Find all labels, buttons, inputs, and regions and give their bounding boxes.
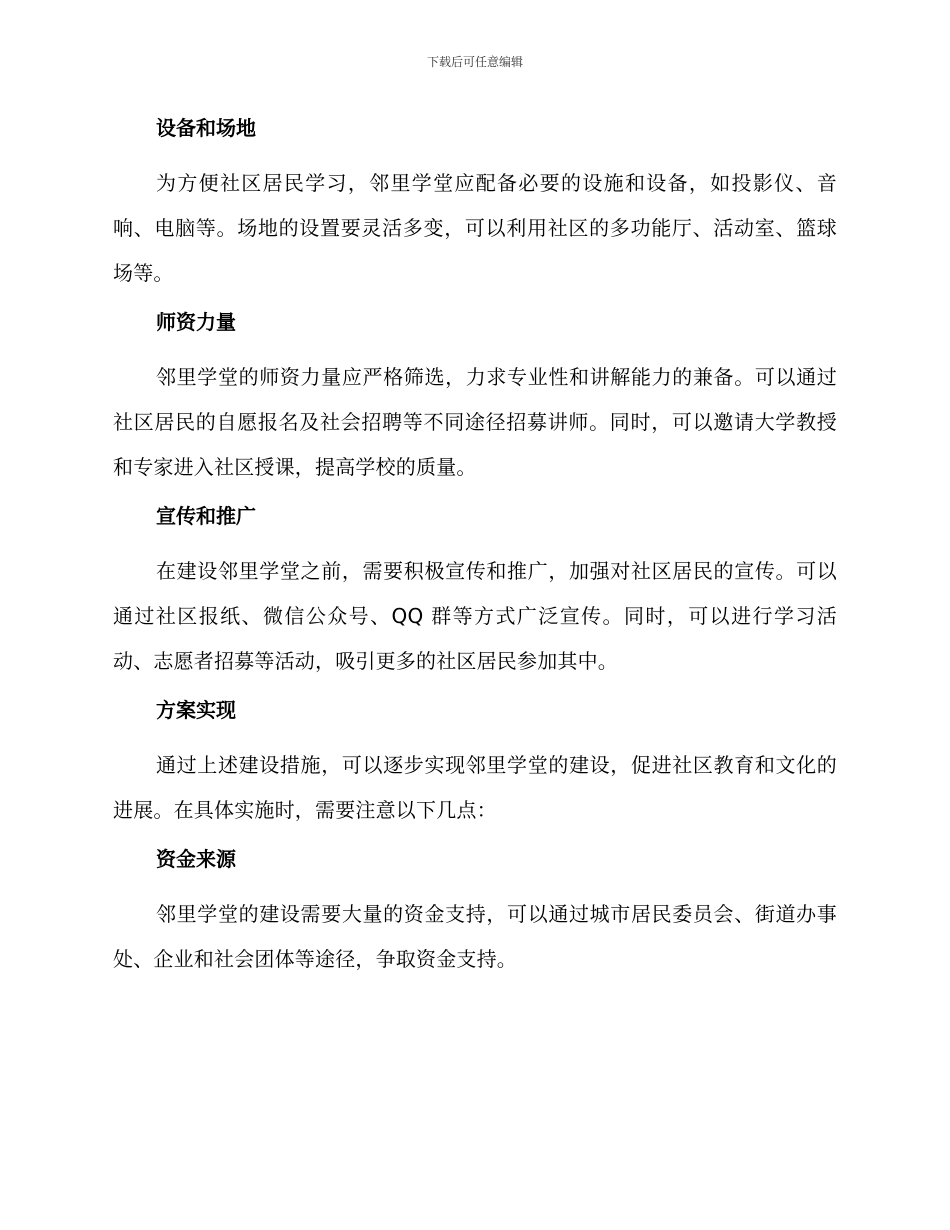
section-equipment-venue [113, 110, 837, 304]
section-funding-source [113, 841, 837, 982]
section-title: 设备和场地 [156, 116, 256, 140]
section-title: 师资力量 [156, 310, 236, 334]
section-implementation [113, 692, 837, 841]
section-title: 资金来源 [156, 847, 236, 871]
section-teaching-staff [113, 304, 837, 498]
document-content [113, 110, 837, 982]
section-title: 宣传和推广 [156, 504, 256, 528]
section-paragraph: 在建设邻里学堂之前，需要积极宣传和推广，加强对社区居民的宣传。可以通过社区报纸、微信公众号、QQ 群等方式广泛宣传。同时，可以进行学习活动、志愿者招募等活动，吸引更多的社区居民参加其中。 [113, 559, 837, 673]
section-title: 方案实现 [156, 698, 236, 722]
header-note: 下载后可任意编辑 [426, 55, 523, 69]
section-paragraph: 邻里学堂的建设需要大量的资金支持，可以通过城市居民委员会、街道办事处、企业和社会团体等途径，争取资金支持。 [113, 902, 837, 971]
section-promotion [113, 498, 837, 692]
section-paragraph: 邻里学堂的师资力量应严格筛选，力求专业性和讲解能力的兼备。可以通过社区居民的自愿报名及社会招聘等不同途径招募讲师。同时，可以邀请大学教授和专家进入社区授课，提高学校的质量。 [113, 365, 837, 479]
section-paragraph: 通过上述建设措施，可以逐步实现邻里学堂的建设，促进社区教育和文化的进展。在具体实施时，需要注意以下几点： [113, 753, 837, 822]
section-paragraph: 为方便社区居民学习，邻里学堂应配备必要的设施和设备，如投影仪、音响、电脑等。场地的设置要灵活多变，可以利用社区的多功能厅、活动室、篮球场等。 [113, 171, 837, 285]
